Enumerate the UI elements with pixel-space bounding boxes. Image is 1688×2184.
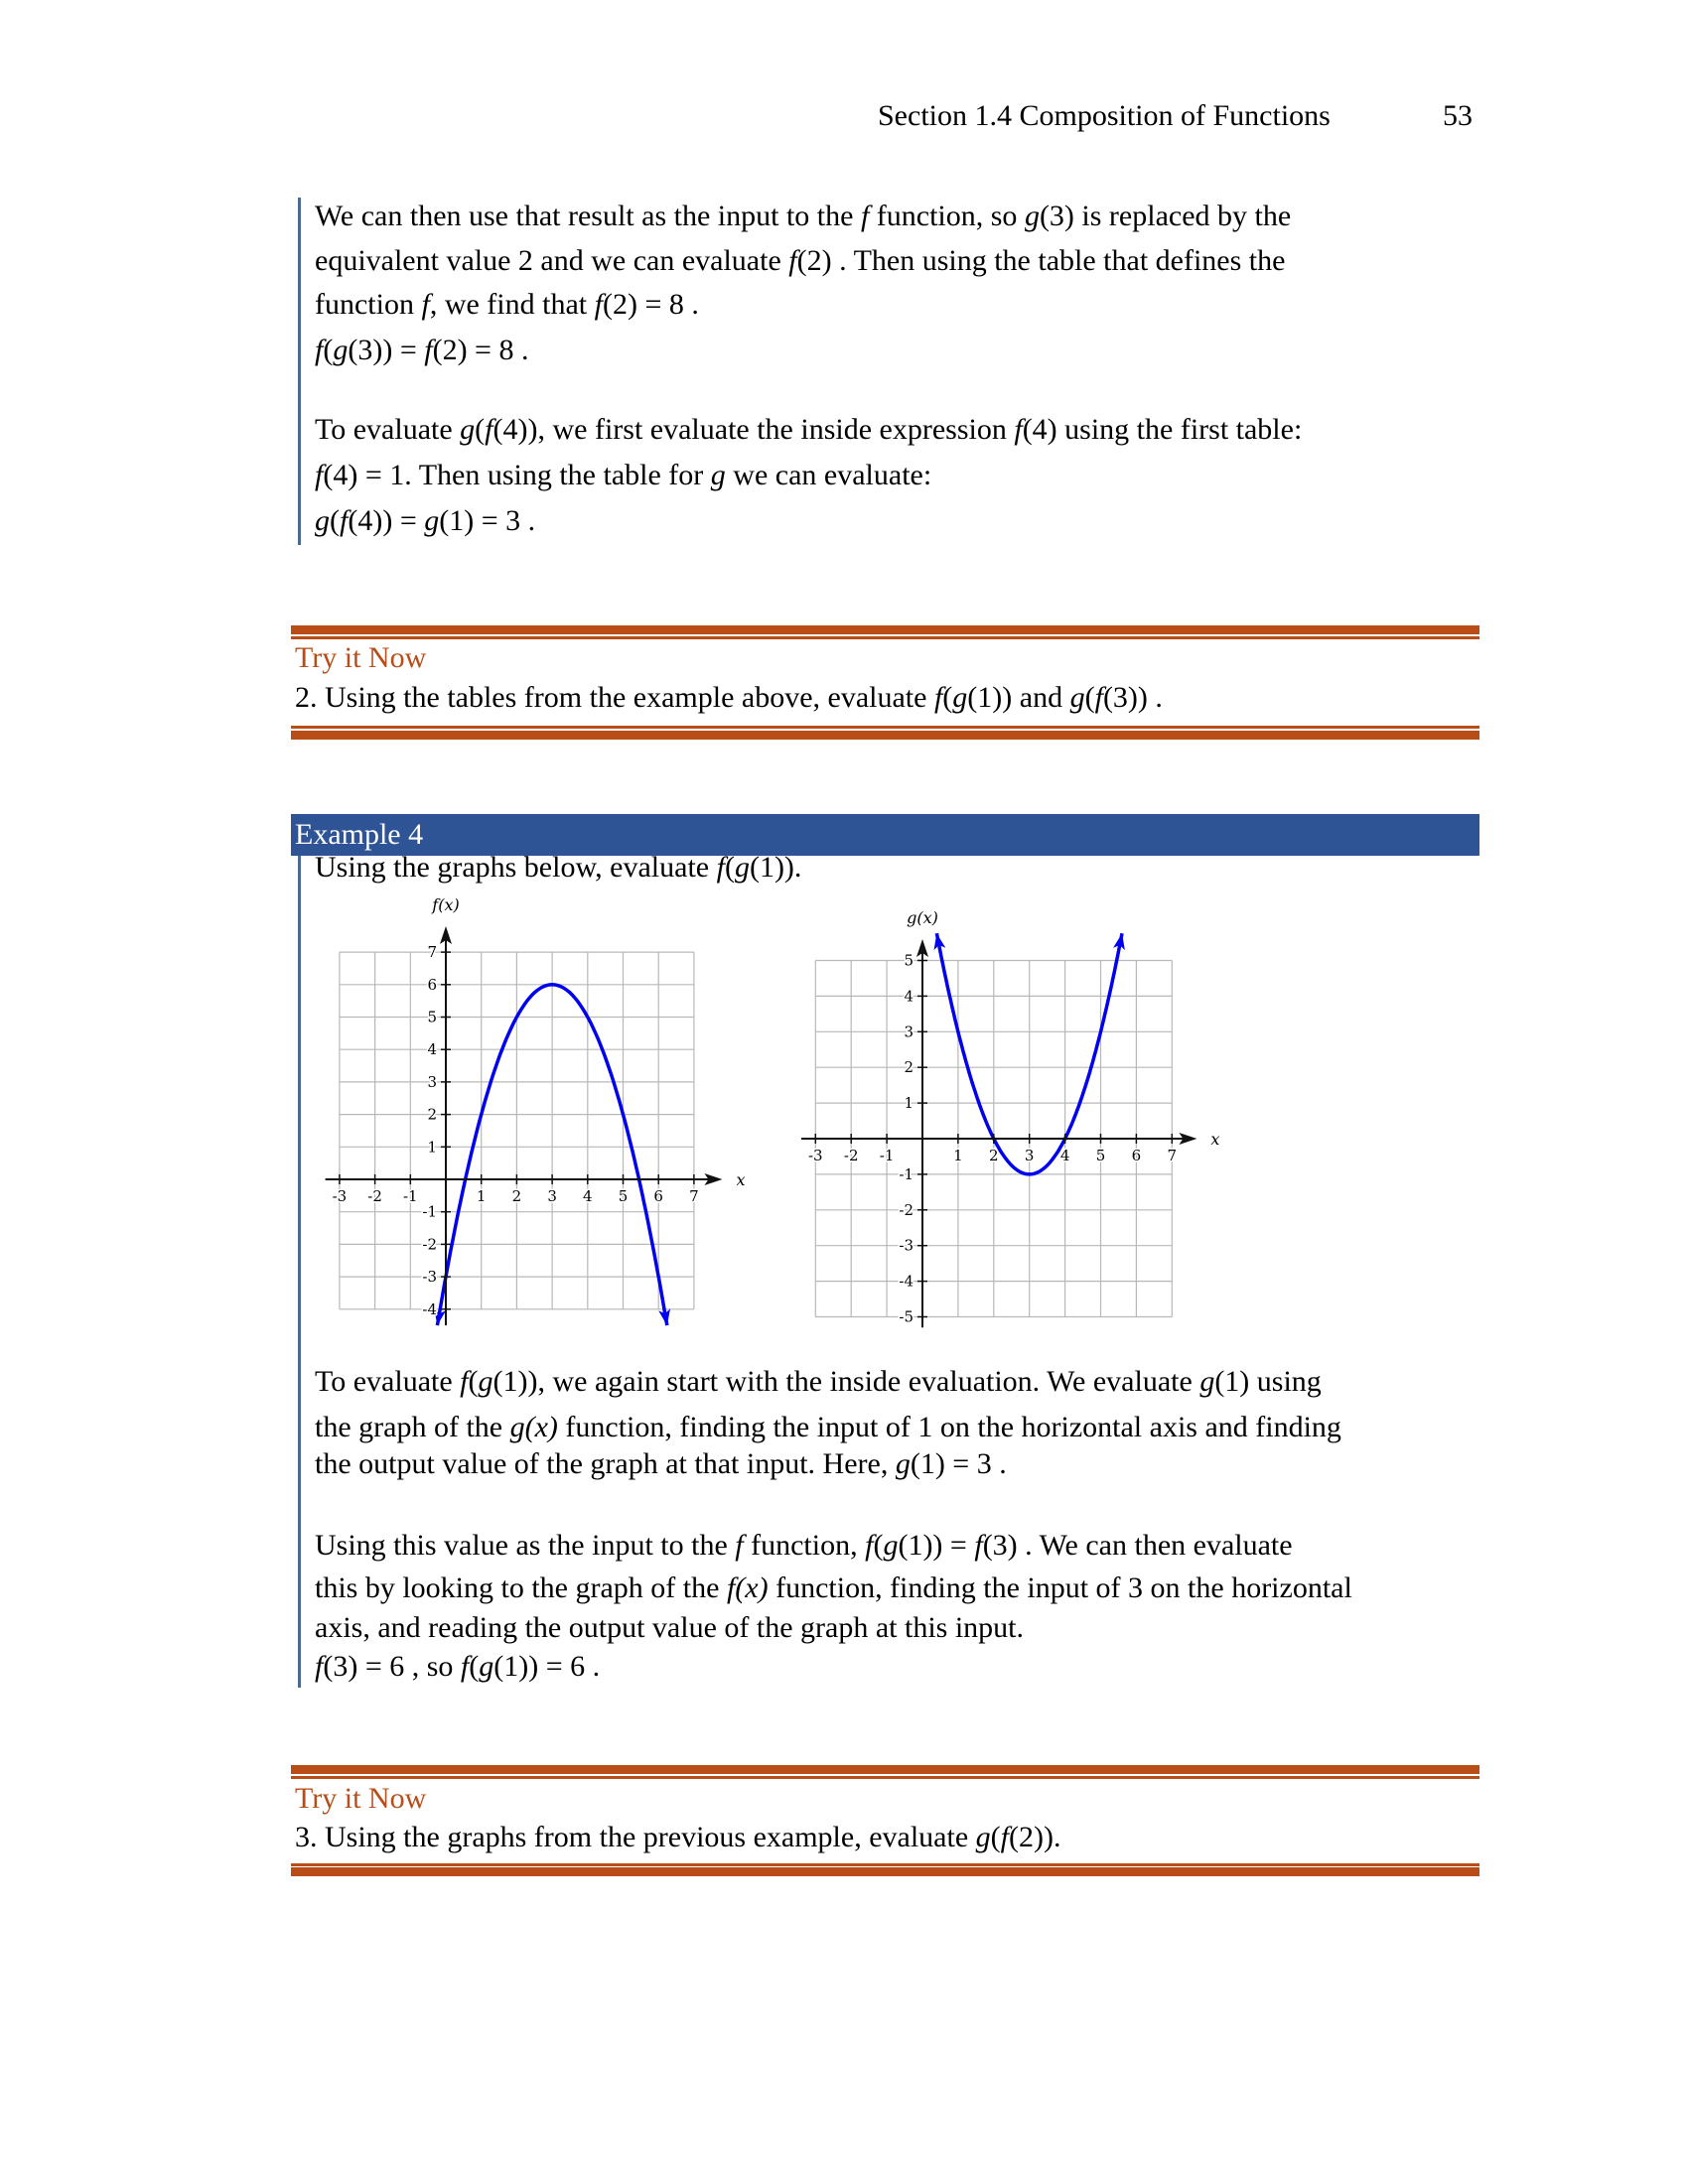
- y-tick-label: -3: [899, 1236, 914, 1255]
- try-it-now-top-rule: [291, 625, 1479, 634]
- text-run: 3. Using the graphs from the previous example, evaluate: [295, 1821, 976, 1853]
- text-run: (: [724, 851, 735, 884]
- y-tick-label: 3: [427, 1072, 437, 1091]
- y-tick-label: 3: [904, 1023, 914, 1041]
- text-run: (4)) =: [348, 504, 425, 537]
- page-number: 53: [1443, 99, 1473, 132]
- x-tick-label: -1: [402, 1187, 418, 1205]
- y-tick-label: -4: [899, 1272, 914, 1291]
- text-run: (3) . We can then evaluate: [982, 1529, 1293, 1562]
- text-line: [315, 243, 1285, 279]
- x-tick-label: 5: [618, 1187, 629, 1205]
- y-tick-label: -1: [422, 1202, 437, 1221]
- text-line: [315, 287, 699, 323]
- math-variable: f: [315, 459, 324, 491]
- text-line: [315, 412, 1302, 448]
- f-graph: [298, 874, 755, 1330]
- math-variable: g: [424, 504, 440, 537]
- example-left-border: [298, 198, 301, 545]
- text-run: (: [323, 334, 334, 366]
- text-line: [315, 199, 1291, 234]
- math-variable: g: [883, 1529, 899, 1562]
- text-run: (: [468, 1365, 479, 1398]
- math-variable: g: [460, 413, 476, 446]
- math-variable: f: [340, 504, 349, 537]
- text-run: (2) . Then using the table that defines the: [796, 244, 1286, 277]
- text-run: (1)) =: [898, 1529, 975, 1562]
- y-tick-label: 2: [427, 1105, 437, 1124]
- try-it-now-title: Try it Now: [295, 1782, 427, 1815]
- math-variable: f: [1094, 681, 1103, 714]
- text-run: To evaluate: [315, 1365, 461, 1398]
- text-run: (3) = 6 , so: [323, 1650, 461, 1683]
- x-tick-label: -3: [332, 1187, 348, 1205]
- try-it-now-question: [295, 1821, 1060, 1854]
- text-run: (: [475, 413, 486, 446]
- math-variable: f: [788, 244, 797, 277]
- math-variable: g: [479, 1650, 494, 1683]
- try-it-now-title: Try it Now: [295, 641, 427, 674]
- x-tick-label: 1: [953, 1147, 963, 1164]
- text-run: Using the graphs below, evaluate: [315, 851, 717, 884]
- x-tick-label: 5: [1095, 1147, 1106, 1164]
- running-header: Section 1.4 Composition of Functions: [878, 99, 1331, 132]
- math-variable: f: [460, 1650, 470, 1683]
- text-line: [315, 1528, 1293, 1564]
- text-run: (1) = 3 .: [910, 1447, 1007, 1480]
- try-it-now-bottom-rule-thin: [291, 1863, 1479, 1866]
- math-variable: f: [315, 334, 324, 366]
- x-tick-label: 6: [1131, 1147, 1142, 1164]
- text-run: function,: [743, 1529, 866, 1562]
- try-it-now-top-rule-thin: [291, 636, 1479, 639]
- text-run: (1) = 3 .: [439, 504, 536, 537]
- math-variable: f: [315, 1650, 324, 1683]
- x-tick-label: 4: [1059, 1147, 1070, 1164]
- text-run: (4) = 1. Then using the table for: [323, 459, 711, 491]
- text-run: function, finding the input of 3 on the horizontal: [768, 1571, 1352, 1604]
- text-run: (: [942, 681, 953, 714]
- text-line: [315, 1610, 1024, 1646]
- math-variable: f: [485, 413, 493, 446]
- x-tick-label: 3: [1024, 1147, 1035, 1164]
- text-line: [315, 1364, 1322, 1400]
- y-tick-label: 1: [904, 1094, 914, 1113]
- math-variable: f: [865, 1529, 874, 1562]
- math-variable: f: [933, 681, 943, 714]
- text-run: (: [469, 1650, 480, 1683]
- y-axis-label: f(x): [432, 894, 460, 914]
- text-run: the output value of the graph at that input. Here,: [315, 1447, 896, 1480]
- text-run: function: [315, 288, 422, 321]
- text-run: (2)).: [1008, 1821, 1061, 1853]
- y-tick-label: -2: [899, 1200, 914, 1219]
- text-run: , we find that: [429, 288, 595, 321]
- text-run: (1)) and: [967, 681, 1070, 714]
- try-it-now-top-rule: [291, 1765, 1479, 1774]
- text-run: (2) = 8 .: [602, 288, 699, 321]
- x-tick-label: 4: [583, 1187, 593, 1205]
- math-variable: f: [460, 1365, 469, 1398]
- text-run: (: [1084, 681, 1095, 714]
- math-variable: f: [860, 200, 870, 232]
- math-variable: f: [716, 851, 725, 884]
- y-tick-label: 5: [904, 951, 914, 970]
- y-axis-label: g(x): [907, 907, 938, 927]
- math-variable: f: [735, 1529, 744, 1562]
- math-variable: f: [421, 288, 430, 321]
- y-tick-label: -2: [422, 1235, 437, 1254]
- math-variable: f(x): [726, 1571, 769, 1604]
- try-it-now-bottom-rule-thin: [291, 726, 1479, 729]
- math-variable: f: [1014, 413, 1023, 446]
- math-variable: g: [1024, 200, 1040, 232]
- math-variable: f: [974, 1529, 983, 1562]
- y-tick-label: 4: [904, 987, 914, 1006]
- text-run: Using this value as the input to the: [315, 1529, 736, 1562]
- x-tick-label: 7: [1167, 1147, 1178, 1164]
- text-run: (1)), we again start with the inside evaluation. We evaluate: [492, 1365, 1200, 1398]
- x-tick-label: 7: [689, 1187, 699, 1205]
- text-run: function, finding the input of 1 on the horizontal axis and finding: [557, 1411, 1341, 1443]
- text-run: (1)) = 6 .: [493, 1650, 601, 1683]
- text-run: (1)).: [749, 851, 802, 884]
- try-it-now-top-rule-thin: [291, 1776, 1479, 1779]
- text-run: (: [873, 1529, 884, 1562]
- text-run: To evaluate: [315, 413, 461, 446]
- math-variable: g: [734, 851, 750, 884]
- y-tick-label: 6: [427, 975, 437, 994]
- grid: [340, 952, 694, 1309]
- equation-line: [315, 333, 528, 368]
- x-tick-label: 6: [653, 1187, 663, 1205]
- text-run: (4)), we first evaluate the inside expression: [492, 413, 1015, 446]
- x-tick-label: 1: [476, 1187, 487, 1205]
- example-4-header: Example 4: [291, 814, 1479, 856]
- equation-line: [315, 503, 535, 539]
- text-run: (: [990, 1821, 1001, 1853]
- text-run: function, so: [869, 200, 1025, 232]
- x-tick-label: -1: [879, 1147, 895, 1164]
- math-variable: g: [952, 681, 968, 714]
- text-line: [315, 458, 931, 493]
- y-tick-label: 1: [427, 1138, 437, 1157]
- x-tick-label: -2: [367, 1187, 382, 1205]
- x-axis-label: x: [1210, 1130, 1220, 1149]
- x-tick-label: -2: [843, 1147, 859, 1164]
- y-tick-label: -4: [422, 1299, 437, 1318]
- x-tick-label: -3: [807, 1147, 823, 1164]
- y-tick-label: -3: [422, 1268, 437, 1287]
- y-tick-label: 7: [427, 943, 437, 962]
- math-variable: g: [895, 1447, 911, 1480]
- math-variable: g: [315, 504, 330, 537]
- y-tick-label: -1: [899, 1164, 914, 1183]
- try-it-now-bottom-rule: [291, 1867, 1479, 1876]
- text-run: we can evaluate:: [725, 459, 932, 491]
- text-run: this by looking to the graph of the: [315, 1571, 727, 1604]
- text-run: We can then use that result as the input to the: [315, 200, 861, 232]
- text-run: (3)) =: [348, 334, 425, 366]
- text-line: [315, 1570, 1352, 1606]
- math-variable: g: [975, 1821, 991, 1853]
- y-tick-label: 4: [427, 1040, 437, 1059]
- text-run: (2) = 8 .: [432, 334, 529, 366]
- x-tick-label: 2: [989, 1147, 999, 1164]
- text-run: the graph of the: [315, 1411, 510, 1443]
- text-run: (4) using the first table:: [1022, 413, 1303, 446]
- text-run: (3) is replaced by the: [1039, 200, 1292, 232]
- g-graph: [784, 884, 1241, 1330]
- try-it-now-question: [295, 681, 1163, 715]
- text-run: (1) using: [1214, 1365, 1322, 1398]
- text-run: 2. Using the tables from the example above, evaluate: [295, 681, 934, 714]
- math-variable: g: [478, 1365, 493, 1398]
- axes: [801, 908, 1220, 1327]
- y-tick-label: 2: [904, 1058, 914, 1077]
- math-variable: f: [1000, 1821, 1009, 1853]
- math-variable: g: [1199, 1365, 1215, 1398]
- axes: [326, 895, 746, 1325]
- x-axis-label: x: [736, 1170, 746, 1189]
- x-tick-label: 3: [547, 1187, 557, 1205]
- x-tick-label: 2: [511, 1187, 522, 1205]
- text-run: axis, and reading the output value of the graph at this input.: [315, 1611, 1024, 1644]
- text-run: equivalent value 2 and we can evaluate: [315, 244, 789, 277]
- math-variable: f: [594, 288, 603, 321]
- y-tick-label: 5: [427, 1008, 437, 1026]
- try-it-now-bottom-rule: [291, 731, 1479, 740]
- text-line: [315, 1446, 1007, 1482]
- math-variable: g: [710, 459, 726, 491]
- math-variable: g(x): [509, 1411, 558, 1443]
- text-line: [315, 1410, 1341, 1445]
- y-tick-label: -5: [899, 1307, 914, 1326]
- math-variable: g: [333, 334, 349, 366]
- math-variable: f: [424, 334, 433, 366]
- text-run: (: [330, 504, 340, 537]
- equation-line: [315, 1649, 600, 1685]
- text-run: (3)) .: [1102, 681, 1163, 714]
- math-variable: g: [1069, 681, 1085, 714]
